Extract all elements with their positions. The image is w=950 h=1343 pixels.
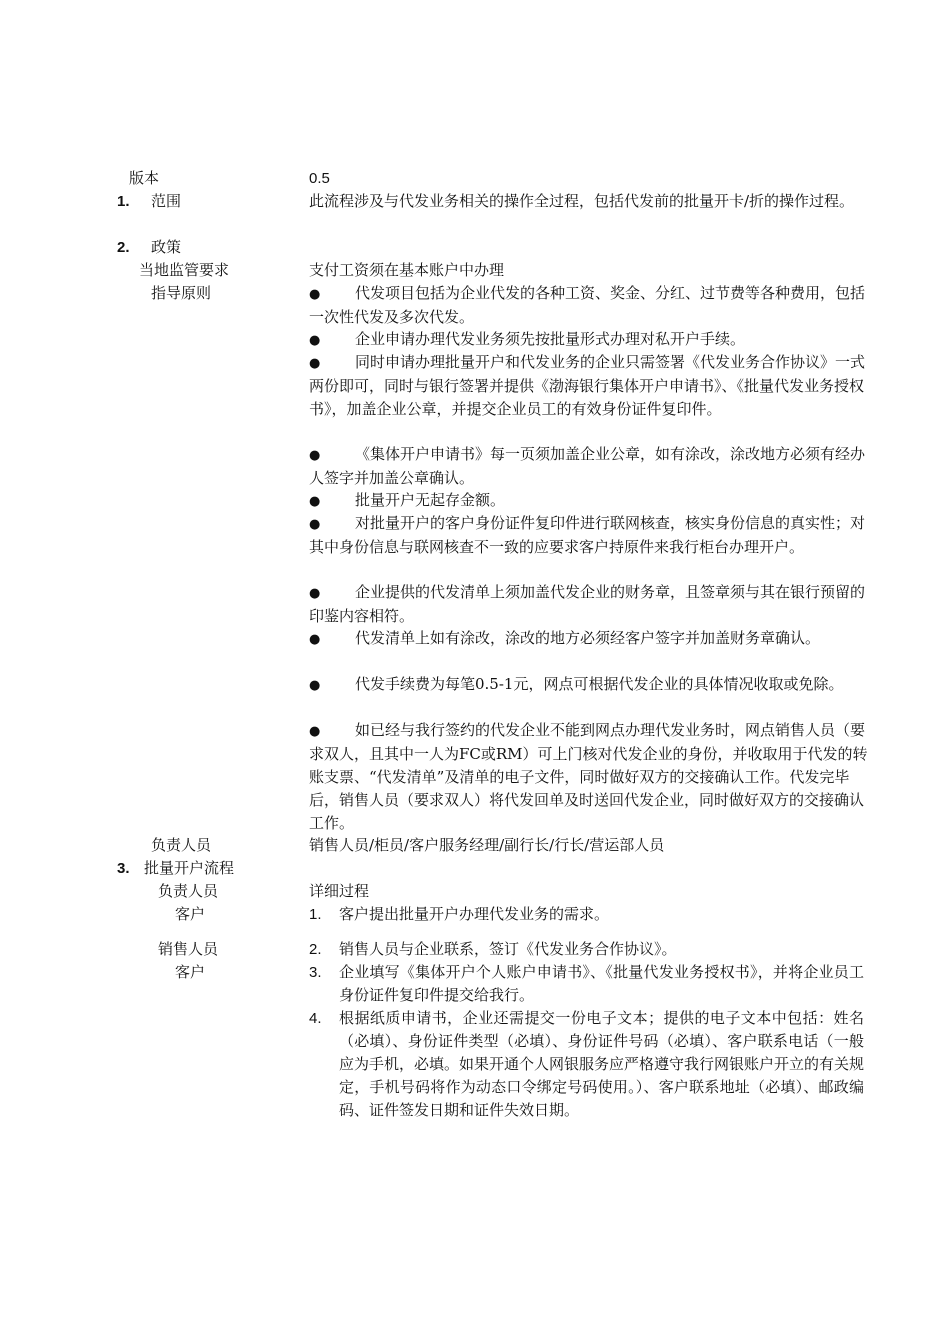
bullet-icon: ● [309,333,321,348]
process-step [309,961,864,1007]
bullet-icon: ● [309,724,321,739]
bullet-text: 代发项目包括为企业代发的各种工资、奖金、分红、过节费等各种费用，包括一次性代发及多次代发。 [309,284,866,326]
step-number: 1. [309,906,322,923]
role-label: 客户 [175,905,206,923]
bullet-icon: ● [309,356,321,371]
bullet-text: 《集体开户申请书》每一页须加盖企业公章，如有涂改，涂改地方必须有经办人签字并加盖公章确认。 [309,445,866,487]
bullet-item [309,719,871,835]
bullet-item [309,351,871,421]
step-text: 根据纸质申请书，企业还需提交一份电子文本；提供的电子文本中包括：姓名（必填）、身份证件类型（必填）、身份证件号码（必填）、客户联系电话（一般应为手机，必填。如果开通个人网银服务应严格遵守我行网银账户开立的有关规定，手机号码将作为动态口令绑定号码使用。）、客户联系地址（必填）、邮政编码、证件签发日期和证件失效日期。 [339,1009,865,1119]
column-header-process: 详细过程 [309,882,370,900]
step-text: 企业填写《集体开户个人账户申请书》、《批量代发业务授权书》，并将企业员工身份证件复印件提交给我行。 [339,963,864,1004]
section2-title: 政策 [151,238,182,256]
section3-number: 3. [117,860,130,877]
responsible-label: 负责人员 [151,836,212,854]
bullet-text: 企业提供的代发清单上须加盖代发企业的财务章，且签章须与其在银行预留的印鉴内容相符。 [309,583,866,625]
bullet-item [309,581,871,628]
bullet-icon: ● [309,586,321,601]
responsible-text: 销售人员/柜员/客户服务经理/副行长/行长/营运部人员 [309,836,665,854]
bullet-text: 如已经与我行签约的代发企业不能到网点办理代发业务时，网点销售人员（要求双人，且其中一人为FC或RM）可上门核对代发企业的身份，并收取用于代发的转账支票、“代发清单”及清单的电子文件，同时做好双方的交接确认工作。代发完毕后，销售人员（要求双人）将代发回单及时送回代发企业，同时做好双方的交接确认工作。 [309,721,868,832]
bullet-item [309,282,871,329]
bullet-item [309,512,871,559]
bullet-icon: ● [309,287,321,302]
role-label: 销售人员 [158,940,219,958]
bullet-item [309,673,871,697]
bullet-item [309,443,871,490]
step-number: 3. [309,964,322,981]
section1-number: 1. [117,193,130,210]
bullet-text: 代发清单上如有涂改，涂改的地方必须经客户签字并加盖财务章确认。 [355,629,821,647]
bullet-text: 企业申请办理代发业务须先按批量形式办理对私开户手续。 [355,330,746,348]
step-number: 4. [309,1010,322,1027]
step-text: 销售人员与企业联系，签订《代发业务合作协议》。 [339,940,677,958]
bullet-item [309,627,871,651]
step-number: 2. [309,941,322,958]
bullet-icon: ● [309,494,321,509]
section1-title: 范围 [151,192,182,210]
section3-title: 批量开户流程 [144,859,235,877]
column-header-responsible: 负责人员 [158,882,219,900]
step-text: 客户提出批量开户办理代发业务的需求。 [339,905,610,923]
bullet-text: 代发手续费为每笔0.5-1元，网点可根据代发企业的具体情况收取或免除。 [355,675,844,693]
bullet-text: 对批量开户的客户身份证件复印件进行联网核查，核实身份信息的真实性；对其中身份信息与联网核查不一致的应要求客户持原件来我行柜台办理开户。 [309,514,866,556]
regulation-text: 支付工资须在基本账户中办理 [309,261,505,279]
process-step [309,938,864,961]
section2-number: 2. [117,239,130,256]
bullet-icon: ● [309,517,321,532]
bullet-item [309,328,871,352]
bullet-icon: ● [309,632,321,647]
process-step [309,903,864,926]
guideline-label: 指导原则 [151,284,212,302]
process-step [309,1007,864,1122]
regulation-label: 当地监管要求 [139,261,230,279]
version-value: 0.5 [309,170,330,187]
bullet-text: 同时申请办理批量开户和代发业务的企业只需签署《代发业务合作协议》一式两份即可，同时与银行签署并提供《渤海银行集体开户申请书》、《批量代发业务授权书》，加盖企业公章，并提交企业员工的有效身份证件复印件。 [309,353,866,418]
bullet-icon: ● [309,678,321,693]
bullet-icon: ● [309,448,321,463]
bullet-text: 批量开户无起存金额。 [355,491,506,509]
bullet-item [309,489,871,513]
role-label: 客户 [175,963,206,981]
section1-text: 此流程涉及与代发业务相关的操作全过程，包括代发前的批量开卡/折的操作过程。 [309,192,855,210]
version-label: 版本 [129,169,160,187]
